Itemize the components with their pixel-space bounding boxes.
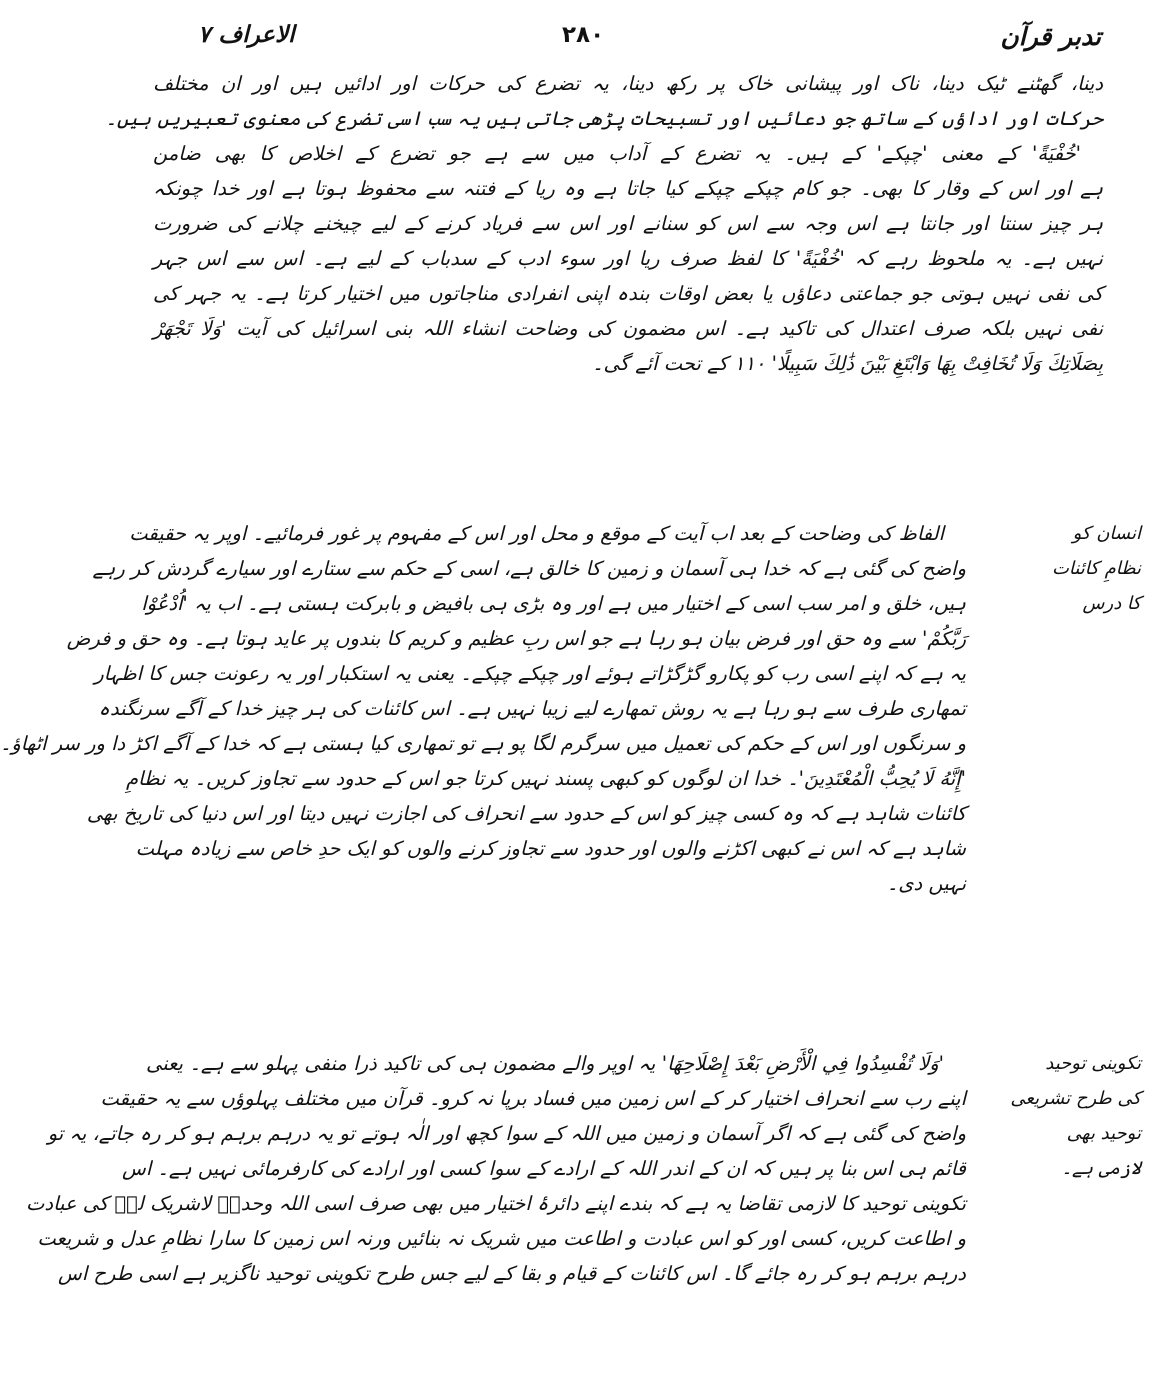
paragraph-continuation (105, 66, 1103, 381)
text-line: نہیں دی۔ (886, 872, 966, 895)
margin-note-line: توحید بھی (1066, 1123, 1141, 1144)
text-line: درہم برہم ہو کر رہ جائے گا۔ اس کائنات کے قیام و بقا کے لیے جس طرح تکوینی توحید ناگزیر ہے اسی طرح اس (58, 1262, 966, 1285)
text-line: و سرنگوں اور اس کے حکم کی تعمیل میں سرگرم لگا پو ہے تو تمھاری کیا ہستی ہے کہ خدا کے آگے اکڑ دا ور سر اٹھاؤ۔ (0, 732, 966, 755)
text-line: بِصَلَاتِكَ وَلَا تُخَافِتْ بِهَا وَابْتَغِ بَيْنَ ذَٰلِكَ سَبِيلًا' ۱۱۰ کے تحت آئے گی۔ (592, 352, 1103, 375)
text-line: الفاظ کی وضاحت کے بعد اب آیت کے موقع و محل اور اس کے مفہوم پر غور فرمائیے۔ اوپر یہ حقیقت (129, 522, 944, 545)
text-line: قائم ہی اس بنا پر ہیں کہ ان کے اندر اللہ کے ارادے کے سوا کسی اور ارادے کی کارفرمائی نہیں ہے۔ اس (122, 1157, 966, 1180)
paragraph-universe-lesson (0, 516, 966, 901)
text-line: اپنے رب سے انحراف اختیار کر کے اس زمین میں فساد برپا نہ کرو۔ قرآن میں مختلف پہلوؤں سے یہ حقیقت (100, 1087, 966, 1110)
text-line: دینا، گھٹنے ٹیک دینا، ناک اور پیشانی خاک پر رکھ دینا، یہ تضرع کی حرکات اور ادائیں ہیں اور ان مختلف (153, 72, 1103, 95)
page-header (90, 10, 1161, 60)
text-line: ہر چیز سنتا اور جانتا ہے اس وجہ سے اس کو سنانے اور اس سے فریاد کرنے کے لیے چیخنے چلانے کی ضرورت (153, 212, 1103, 235)
margin-note-tawhid (986, 1046, 1141, 1186)
text-line: و اطاعت کریں، کسی اور کو اس عبادت و اطاعت میں شریک نہ بنائیں ورنہ اس زمین کا سارا نظامِ عدل و شریعت (37, 1227, 966, 1250)
text-line: نفی نہیں بلکہ صرف اعتدال کی تاکید ہے۔ اس مضمون کی وضاحت انشاء اللہ بنی اسرائیل کی آیت 'وَلَا تَجْهَرْ (153, 317, 1103, 340)
text-line: ہیں، خلق و امر سب اسی کے اختیار میں ہے اور وہ بڑی ہی بافیض و بابرکت ہستی ہے۔ اب یہ 'اُدْعُوْا (141, 592, 966, 615)
text-line: کائنات شاہد ہے کہ وہ کسی چیز کو اس کے حدود سے انحراف کی اجازت نہیں دیتا اور اس دنیا کی تاریخ بھی (86, 802, 966, 825)
text-line: یہ ہے کہ اپنے اسی رب کو پکارو گڑگڑاتے ہوئے اور چپکے چپکے۔ یعنی یہ استکبار اور یہ رعونت جس کا اظہار (94, 662, 966, 685)
margin-note-line: کا درس (1082, 593, 1141, 614)
margin-note-line: تکوینی توحید (1045, 1053, 1141, 1074)
text-line: تکوینی توحید کا لازمی تقاضا یہ ہے کہ بندے اپنے دائرۂ اختیار میں بھی صرف اسی اللہ وحدہٗ لاشریک لہٗ کی عبادت (26, 1192, 966, 1215)
text-line: حرکات اور اداؤں کے ساتھ جو دعائیں اور تسبیحات پڑھی جاتی ہیں یہ سب اسی تضرع کی معنوی تعبیریں ہیں۔ (105, 107, 1103, 130)
text-line: 'خُفْیَةً' کے معنی 'چپکے' کے ہیں۔ یہ تضرع کے آداب میں سے ہے جو تضرع کے اخلاص کا بھی ضامن (153, 142, 1081, 165)
page-number: ۲۸۰ (562, 22, 605, 48)
margin-note-line: کی طرح تشریعی (1010, 1088, 1141, 1109)
margin-note-line: نظامِ کائنات (1051, 558, 1141, 579)
text-line: رَبَّكُمْ' سے وہ حق اور فرض بیان ہو رہا ہے جو اس ربِ عظیم و کریم کا بندوں پر عاید ہوتا ہے۔ وہ حق و فرض (66, 627, 966, 650)
text-line: نہیں ہے۔ یہ ملحوظ رہے کہ 'خُفْیَةً' کا لفظ صرف ریا اور سوء ادب کے سدباب کے لیے ہے۔ اس سے اس جہر (153, 247, 1103, 270)
text-line: تمھاری طرف سے ہو رہا ہے یہ روش تمھارے لیے زیبا نہیں ہے۔ اس کائنات کی ہر چیز خدا کے آگے سرنگندہ (98, 697, 966, 720)
text-line: شاہد ہے کہ اس نے کبھی اکڑنے والوں اور حدود سے تجاوز کرنے والوں کو ایک حدِ خاص سے زیادہ مہلت (135, 837, 966, 860)
surah-name: الاعراف ۷ (198, 22, 295, 48)
text-line: واضح کی گئی ہے کہ اگر آسمان و زمین میں اللہ کے سوا کچھ اور الٰہ ہوتے تو یہ درہم برہم ہو کر رہ جاتے، یہ تو (47, 1122, 966, 1145)
text-line: کی نفی نہیں ہوتی جو جماعتی دعاؤں یا بعض اوقات بندہ اپنی انفرادی مناجاتوں میں اختیار کرتا ہے۔ یہ جہر کی (153, 282, 1103, 305)
text-line: ہے اور اس کے وقار کا بھی۔ جو کام چپکے چپکے کیا جاتا ہے وہ ریا کے فتنہ سے محفوظ ہوتا ہے اور خدا چونکہ (153, 177, 1103, 200)
margin-note-line: لازمی ہے۔ (1061, 1158, 1141, 1179)
book-title: تدبر قرآن (1000, 22, 1101, 51)
text-line: واضح کی گئی ہے کہ خدا ہی آسمان و زمین کا خالق ہے، اسی کے حکم سے ستارے اور سیارے گردش کر رہے (92, 557, 966, 580)
text-line: 'إِنَّهُ لَا يُحِبُّ الْمُعْتَدِينَ'۔ خدا ان لوگوں کو کبھی پسند نہیں کرتا جو اس کے حدود سے تجاوز کریں۔ یہ نظامِ (125, 767, 966, 790)
margin-note-line: انسان کو (1072, 523, 1141, 544)
paragraph-tawhid (26, 1046, 966, 1291)
margin-note-lesson (986, 516, 1141, 621)
text-line: 'وَلَا تُفْسِدُوا فِي الْأَرْضِ بَعْدَ إِصْلَاحِهَا' یہ اوپر والے مضمون ہی کی تاکید ذرا منفی پہلو سے ہے۔ یعنی (146, 1052, 944, 1075)
